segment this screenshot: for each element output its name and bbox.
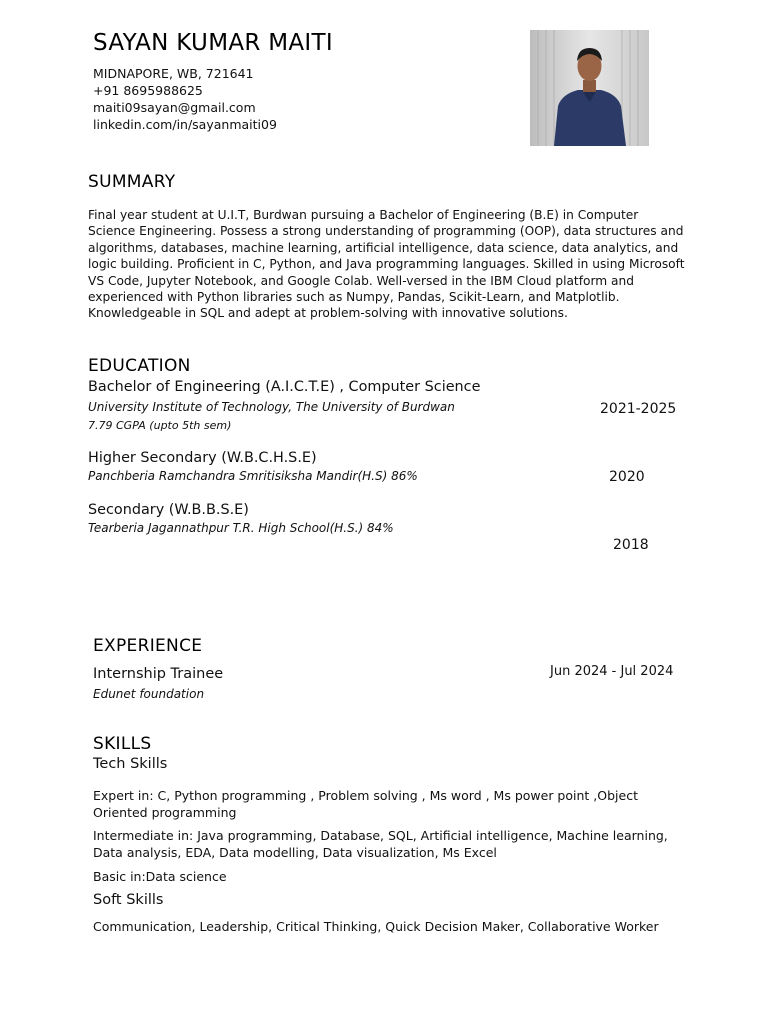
education-heading: EDUCATION (88, 356, 191, 376)
education-institution: University Institute of Technology, The University of Burdwan (88, 400, 455, 414)
summary-heading: SUMMARY (88, 172, 176, 192)
education-years: 2018 (613, 537, 649, 553)
tech-skills-heading: Tech Skills (93, 756, 168, 772)
address: MIDNAPORE, WB, 721641 (93, 66, 254, 81)
profile-photo (530, 30, 649, 146)
experience-role: Internship Trainee (93, 666, 224, 682)
skills-heading: SKILLS (93, 734, 152, 754)
soft-skills-heading: Soft Skills (93, 892, 164, 908)
education-cgpa: 7.79 CGPA (upto 5th sem) (88, 419, 232, 432)
skills-soft: Communication, Leadership, Critical Thinking, Quick Decision Maker, Collaborative Worker (93, 919, 659, 934)
email: maiti09sayan@gmail.com (93, 100, 256, 115)
education-institution: Panchberia Ramchandra Smritisiksha Mandir(H.S) 86% (88, 469, 418, 483)
skills-basic: Basic in:Data science (93, 869, 227, 884)
education-years: 2021-2025 (600, 401, 677, 417)
experience-company: Edunet foundation (93, 687, 205, 701)
skills-intermediate: Intermediate in: Java programming, Database, SQL, Artificial intelligence, Machine learning, Data analysis, EDA, Data modelling, Data visualization, Ms Excel (93, 828, 668, 860)
candidate-name: SAYAN KUMAR MAITI (93, 30, 333, 56)
education-degree: Secondary (W.B.B.S.E) (88, 502, 249, 518)
education-years: 2020 (609, 469, 645, 485)
education-degree: Bachelor of Engineering (A.I.C.T.E) , Computer Science (88, 379, 481, 395)
skills-expert: Expert in: C, Python programming , Problem solving , Ms word , Ms power point ,Object Oriented programming (93, 788, 638, 820)
experience-dates: Jun 2024 - Jul 2024 (550, 664, 674, 679)
linkedin: linkedin.com/in/sayanmaiti09 (93, 117, 277, 132)
profile-photo-illustration (530, 30, 649, 146)
phone: +91 8695988625 (93, 83, 203, 98)
summary-text: Final year student at U.I.T, Burdwan pursuing a Bachelor of Engineering (B.E) in Computer Science Engineering. Possess a strong understanding of programming (OOP), data structures and algorithms, databases, machine learning, artificial intelligence, data science, data analytics, and logic building. Proficient in C, Python, and Java programming languages. Skilled in using Microsoft VS Code, Jupyter Notebook, and Google Colab. Well-versed in the IBM Cloud platform and experienced with Python libraries such as Numpy, Pandas, Scikit-Learn, and Matplotlib. Knowledgeable in SQL and adept at problem-solving with innovative solutions. (88, 208, 685, 321)
education-degree: Higher Secondary (W.B.C.H.S.E) (88, 450, 317, 466)
education-institution: Tearberia Jagannathpur T.R. High School(H.S.) 84% (88, 521, 394, 535)
experience-heading: EXPERIENCE (93, 636, 203, 656)
